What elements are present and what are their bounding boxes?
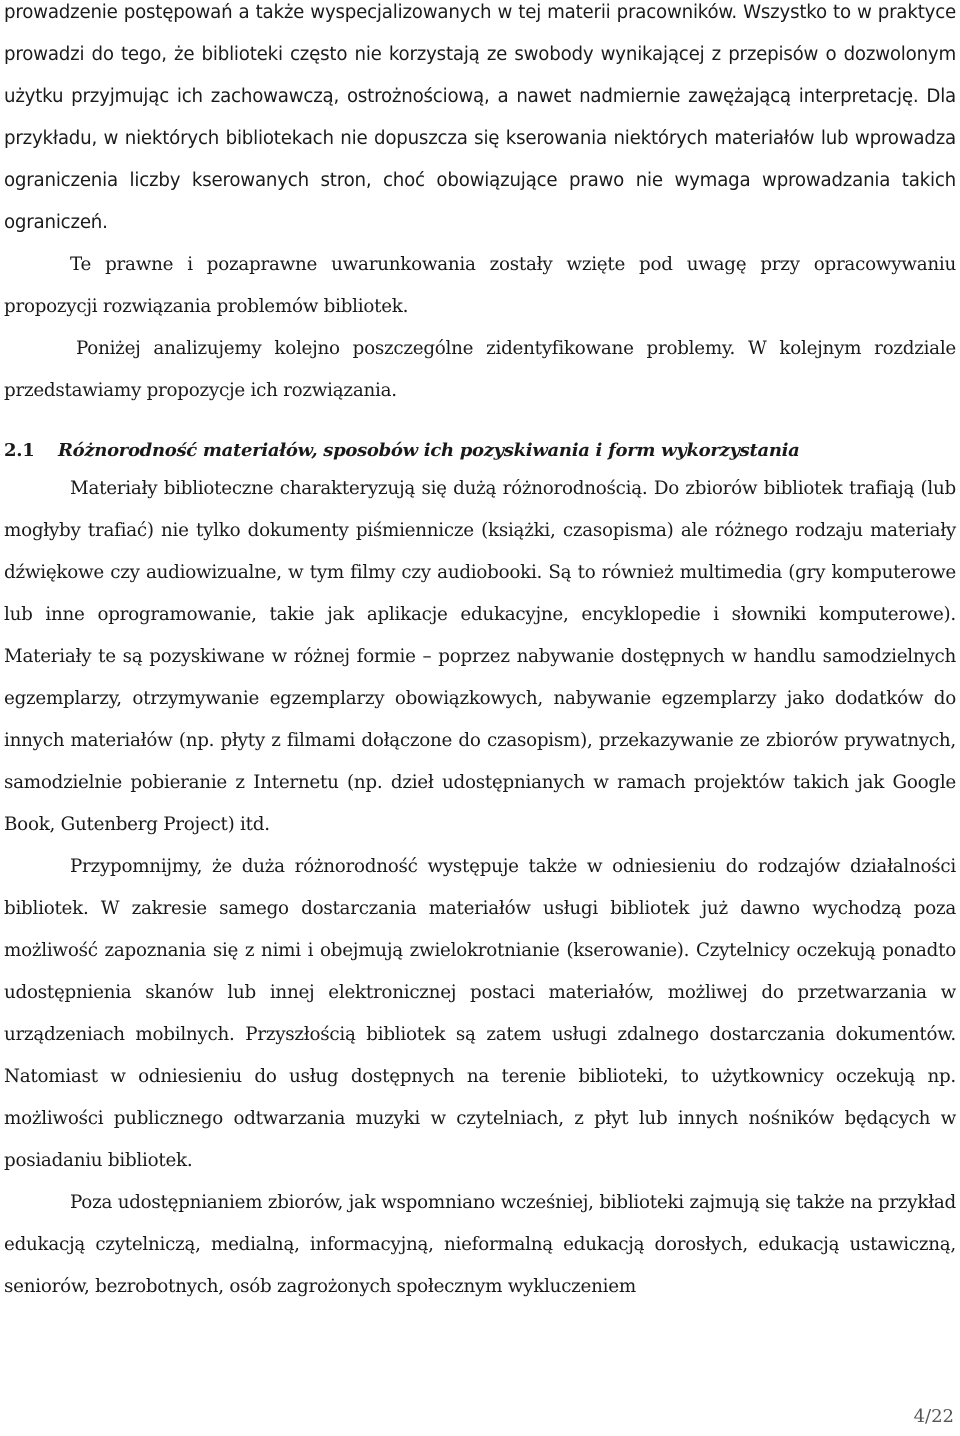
paragraph [4, 0, 956, 244]
intro-paragraph-block [4, 0, 956, 412]
page-number: 4/22 [913, 1406, 954, 1427]
paragraph: Poza udostępnianiem zbiorów, jak wspomniano wcześniej, biblioteki zajmują się także na przykład edukacją czytelniczą, medialną, informacyjną, nieformalną edukacją dorosłych, edukacją ustawiczną, seniorów, bezrobotnych, osób zagrożonych społecznym wykluczeniem [4, 1192, 956, 1297]
paragraph: Przypomnijmy, że duża różnorodność występuje także w odniesieniu do rodzajów działalności bibliotek. W zakresie samego dostarczania materiałów usługi bibliotek już dawno wychodzą poza możliwość zapoznania się z nimi i obejmują zwielokrotnianie (kserowanie). Czytelnicy oczekują ponadto udostępnienia skanów lub innej elektronicznej postaci materiałów, możliwej do przetwarzania w urządzeniach mobilnych. Przyszłością bibliotek są zatem usługi zdalnego dostarczania dokumentów. Natomiast w odniesieniu do usług dostępnych na terenie biblioteki, to użytkownicy oczekują np. możliwości publicznego odtwarzania muzyki w czytelniach, z płyt lub innych nośników będących w posiadaniu bibliotek. [4, 856, 956, 1171]
paragraph: Poniżej analizujemy kolejno poszczególne zidentyfikowane problemy. W kolejnym rozdziale przedstawiamy propozycje ich rozwiązania. [4, 338, 956, 401]
section-heading [4, 436, 956, 466]
paragraph-text: prowadzenie postępowań a także wyspecjalizowanych w tej materii pracowników. Wszystko to w praktyce prowadzi do tego, że biblioteki często nie korzystają ze swobody wynikającej z przepisów o dozwolonym użytku przyjmując ich zachowawczą, ostrożnościową, a nawet nadmiernie zawężającą interpretację. [4, 2, 956, 107]
section-number: 2.1 [4, 440, 35, 461]
paragraph: Te prawne i pozaprawne uwarunkowania zostały wzięte pod uwagę przy opracowywaniu propozycji rozwiązania problemów bibliotek. [4, 254, 956, 317]
section-title: Różnorodność materiałów, sposobów ich pozyskiwania i form wykorzystania [58, 440, 800, 461]
paragraph-text-continuation: Dla przykładu, w niektórych bibliotekach nie dopuszcza się kserowania niektórych materiałów lub wprowadza ograniczenia liczby kserowanych stron, choć obowiązujące prawo nie wymaga wprowadzania takich ograniczeń. [4, 86, 956, 233]
body-paragraph-block [4, 468, 956, 1308]
paragraph: Materiały biblioteczne charakteryzują się dużą różnorodnością. Do zbiorów bibliotek trafiają (lub mogłyby trafiać) nie tylko dokumenty piśmiennicze (książki, czasopisma) ale różnego rodzaju materiały dźwiękowe czy audiowizualne, w tym filmy czy audiobooki. Są to również multimedia (gry komputerowe lub inne oprogramowanie, takie jak aplikacje edukacyjne, encyklopedie i słowniki komputerowe). Materiały te są pozyskiwane w różnej formie – poprzez nabywanie dostępnych w handlu samodzielnych egzemplarzy, otrzymywanie egzemplarzy obowiązkowych, nabywanie egzemplarzy jako dodatków do innych materiałów (np. płyty z filmami dołączone do czasopism), przekazywanie ze zbiorów prywatnych, samodzielnie pobieranie z Internetu (np. dzieł udostępnianych w ramach projektów takich jak Google Book, Gutenberg Project) itd. [4, 478, 956, 835]
